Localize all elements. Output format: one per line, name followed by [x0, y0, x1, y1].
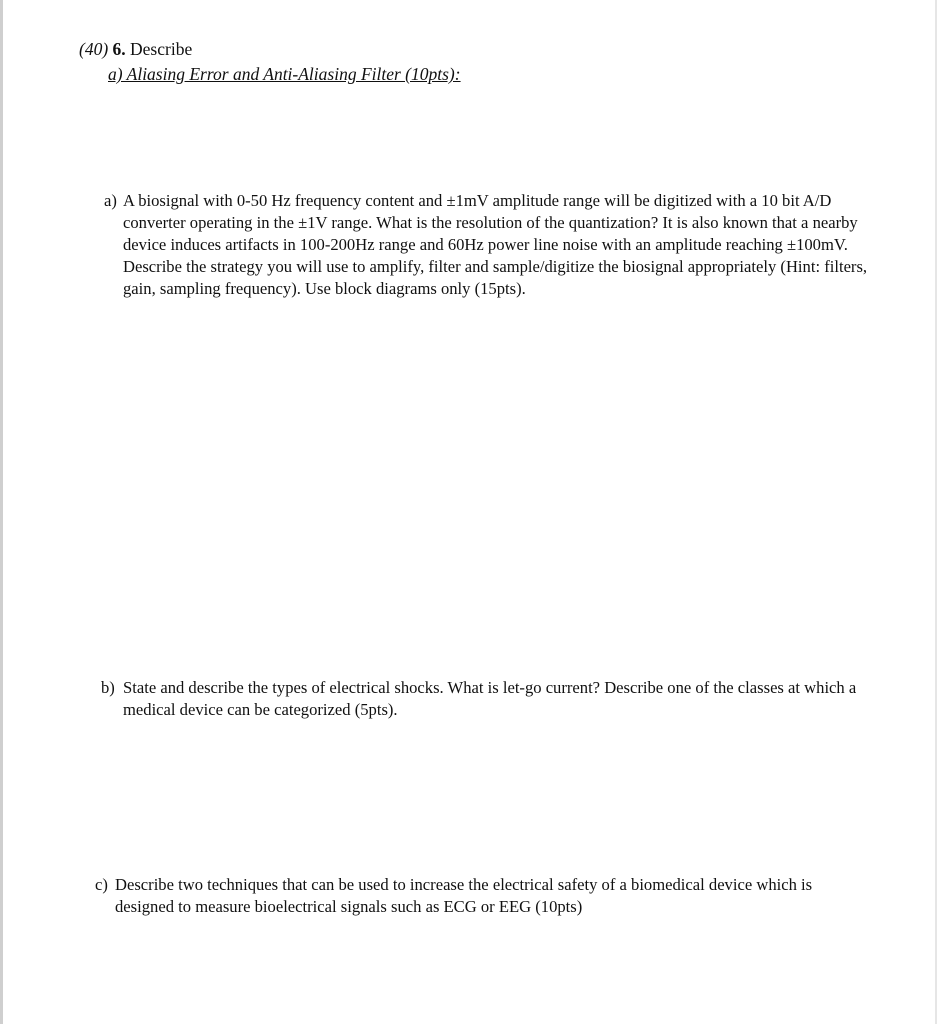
question-b-text: State and describe the types of electrical shocks. What is let-go current? Describe one of the classes at which a medical device can be categorized (5pts). [123, 678, 857, 719]
question-c [95, 874, 875, 918]
question-b [101, 677, 871, 721]
question-a [104, 190, 874, 300]
question-header [79, 38, 192, 61]
question-b-label: b) [101, 678, 115, 697]
question-a-text: A biosignal with 0-50 Hz frequency content and ±1mV amplitude range will be digitized with a 10 bit A/D converter operating in the ±1V range. What is the resolution of the quantization? It is also known that a nearby device induces artifacts in 100-200Hz range and 60Hz power line noise with an amplitude reaching ±100mV. Describe the strategy you will use to amplify, filter and sample/digitize the biosignal appropriately (Hint: filters, gain, sampling frequency). Use block diagrams only (15pts). [123, 191, 868, 298]
question-subheader: a) Aliasing Error and Anti-Aliasing Filter (10pts): [108, 64, 461, 84]
question-c-text: Describe two techniques that can be used to increase the electrical safety of a biomedical device which is designed to measure bioelectrical signals such as ECG or EEG (10pts) [115, 875, 813, 916]
question-number: 6. [112, 39, 126, 59]
question-title: Describe [130, 39, 193, 59]
page-left-border [0, 0, 3, 1024]
question-points: (40) [79, 39, 109, 59]
question-c-label: c) [95, 875, 108, 894]
question-a-label: a) [104, 191, 117, 210]
